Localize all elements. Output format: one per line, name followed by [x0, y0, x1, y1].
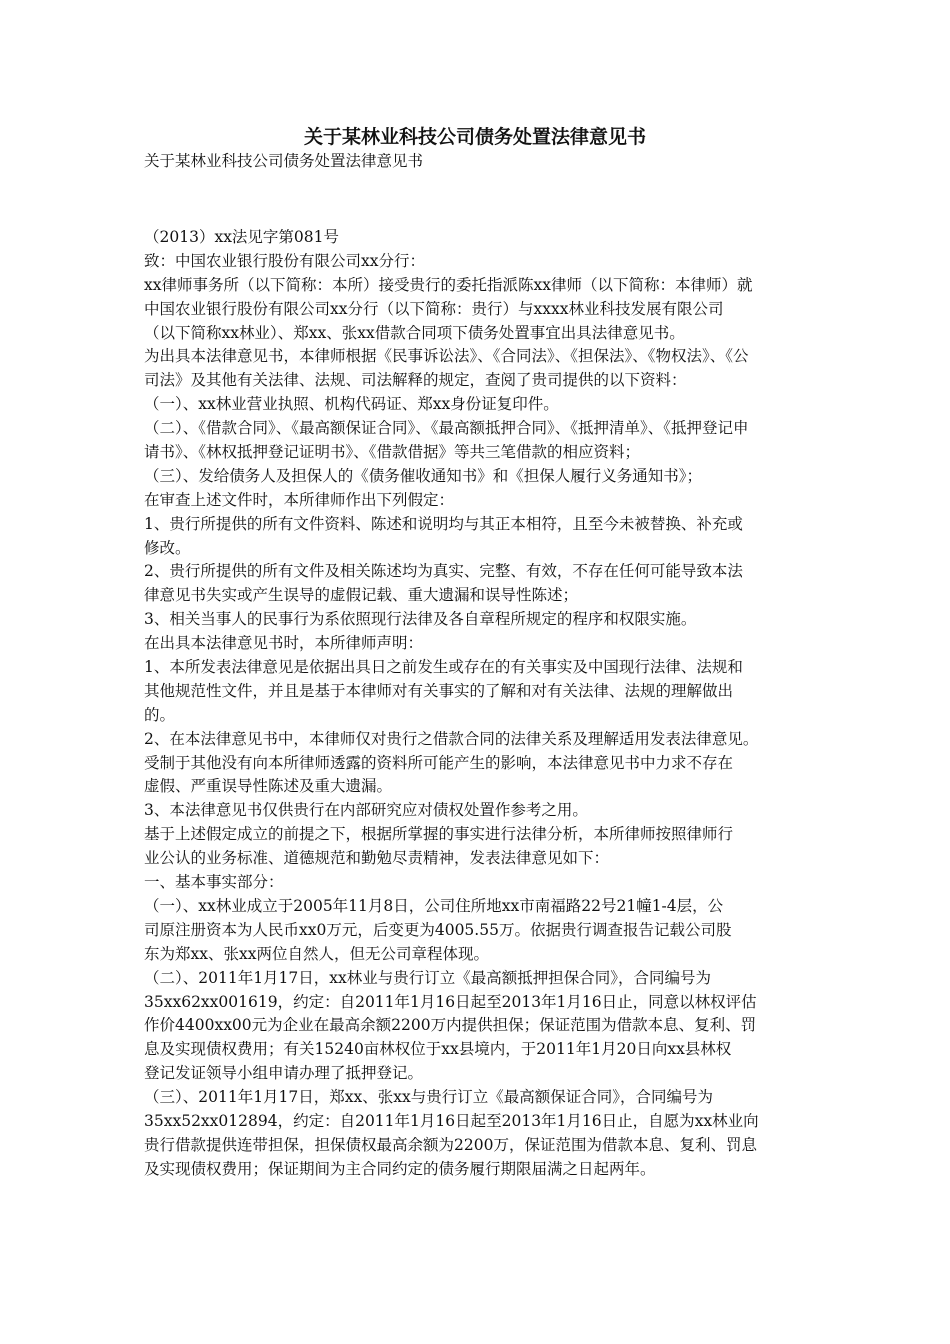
- body-line: 中国农业银行股份有限公司xx分行（以下简称：贵行）与xxxx林业科技发展有限公司: [144, 299, 724, 318]
- body-line: xx律师事务所（以下简称：本所）接受贵行的委托指派陈xx律师（以下简称：本律师）就: [144, 275, 753, 294]
- document-body: [144, 226, 824, 1182]
- body-line: （一）、xx林业成立于2005年11月8日，公司住所地xx市南福路22号21幢1-4层，公: [144, 896, 724, 915]
- body-line: （2013）xx法见字第081号: [144, 228, 340, 246]
- body-line: 2、贵行所提供的所有文件及相关陈述均为真实、完整、有效，不存在任何可能导致本法: [144, 562, 743, 581]
- body-line: 司法》及其他有关法律、法规、司法解释的规定，查阅了贵司提供的以下资料：: [144, 371, 687, 390]
- body-line: 致：中国农业银行股份有限公司xx分行：: [144, 251, 425, 270]
- body-line: 1、贵行所提供的所有文件资料、陈述和说明均与其正本相符，且至今未被替换、补充或: [144, 514, 743, 533]
- body-line: 律意见书失实或产生误导的虚假记载、重大遗漏和误导性陈述；: [144, 586, 579, 605]
- body-line: 在出具本法律意见书时，本所律师声明：: [144, 634, 424, 653]
- body-line: 其他规范性文件，并且是基于本律师对有关事实的了解和对有关法律、法规的理解做出: [144, 681, 734, 700]
- body-line: 3、相关当事人的民事行为系依照现行法律及各自章程所规定的程序和权限实施。: [144, 610, 697, 629]
- document-subtitle: 关于某林业科技公司债务处置法律意见书: [144, 152, 424, 170]
- body-line: 35xx62xx001619，约定：自2011年1月16日起至2013年1月16日止，同意以林权评估: [144, 992, 757, 1011]
- body-line: 业公认的业务标准、道德规范和勤勉尽责精神，发表法律意见如下：: [144, 849, 610, 868]
- body-line: 息及实现债权费用；有关15240亩林权位于xx县境内，于2011年1月20日向xx县林权: [144, 1040, 732, 1059]
- body-line: 司原注册资本为人民币xx0万元，后变更为4005.55万。依据贵行调查报告记载公司股: [144, 920, 732, 939]
- body-line: 在审查上述文件时，本所律师作出下列假定：: [144, 490, 455, 509]
- body-line: （以下简称xx林业）、郑xx、张xx借款合同项下债务处置事宜出具法律意见书。: [144, 323, 685, 342]
- body-line: 的。: [144, 705, 176, 724]
- body-line: 1、本所发表法律意见是依据出具日之前发生或存在的有关事实及中国现行法律、法规和: [144, 658, 743, 677]
- body-line: 一、基本事实部分：: [144, 873, 284, 892]
- body-line: （三）、发给债务人及担保人的《债务催收通知书》和《担保人履行义务通知书》；: [144, 466, 703, 485]
- body-line: 修改。: [144, 538, 191, 557]
- body-line: 请书》、《林权抵押登记证明书》、《借款借据》等共三笔借款的相应资料；: [144, 443, 641, 462]
- body-line: （一）、xx林业营业执照、机构代码证、郑xx身份证复印件。: [144, 395, 559, 414]
- document-title: 关于某林业科技公司债务处置法律意见书: [303, 126, 646, 148]
- body-line: 基于上述假定成立的前提之下，根据所掌握的事实进行法律分析，本所律师按照律师行: [144, 825, 734, 844]
- body-line: （三）、2011年1月17日，郑xx、张xx与贵行订立《最高额保证合同》，合同编号为: [144, 1088, 713, 1107]
- body-line: 及实现债权费用；保证期间为主合同约定的债务履行期限届满之日起两年。: [144, 1159, 656, 1178]
- body-line: 3、本法律意见书仅供贵行在内部研究应对债权处置作参考之用。: [144, 801, 588, 820]
- body-line: 虚假、严重误导性陈述及重大遗漏。: [144, 777, 393, 796]
- body-line: 为出具本法律意见书，本律师根据《民事诉讼法》、《合同法》、《担保法》、《物权法》、《公: [144, 347, 749, 366]
- body-line: 贵行借款提供连带担保，担保债权最高余额为2200万，保证范围为借款本息、复利、罚息: [144, 1135, 757, 1154]
- body-line: 登记发证领导小组申请办理了抵押登记。: [144, 1064, 424, 1083]
- body-line: （二）、2011年1月17日，xx林业与贵行订立《最高额抵押担保合同》，合同编号为: [144, 968, 712, 987]
- body-line: （二）、《借款合同》、《最高额保证合同》、《最高额抵押合同》、《抵押清单》、《抵押登记申: [144, 419, 749, 438]
- body-line: 2、在本法律意见书中，本律师仅对贵行之借款合同的法律关系及理解适用发表法律意见。: [144, 729, 759, 748]
- body-line: 35xx52xx012894，约定：自2011年1月16日起至2013年1月16日止，自愿为xx林业向: [144, 1111, 759, 1130]
- body-line: 作价4400xx00元为企业在最高余额2200万内提供担保；保证范围为借款本息、复利、罚: [144, 1016, 757, 1035]
- body-line: 受制于其他没有向本所律师透露的资料所可能产生的影响，本法律意见书中力求不存在: [144, 753, 734, 772]
- body-line: 东为郑xx、张xx两位自然人，但无公司章程体现。: [144, 944, 489, 963]
